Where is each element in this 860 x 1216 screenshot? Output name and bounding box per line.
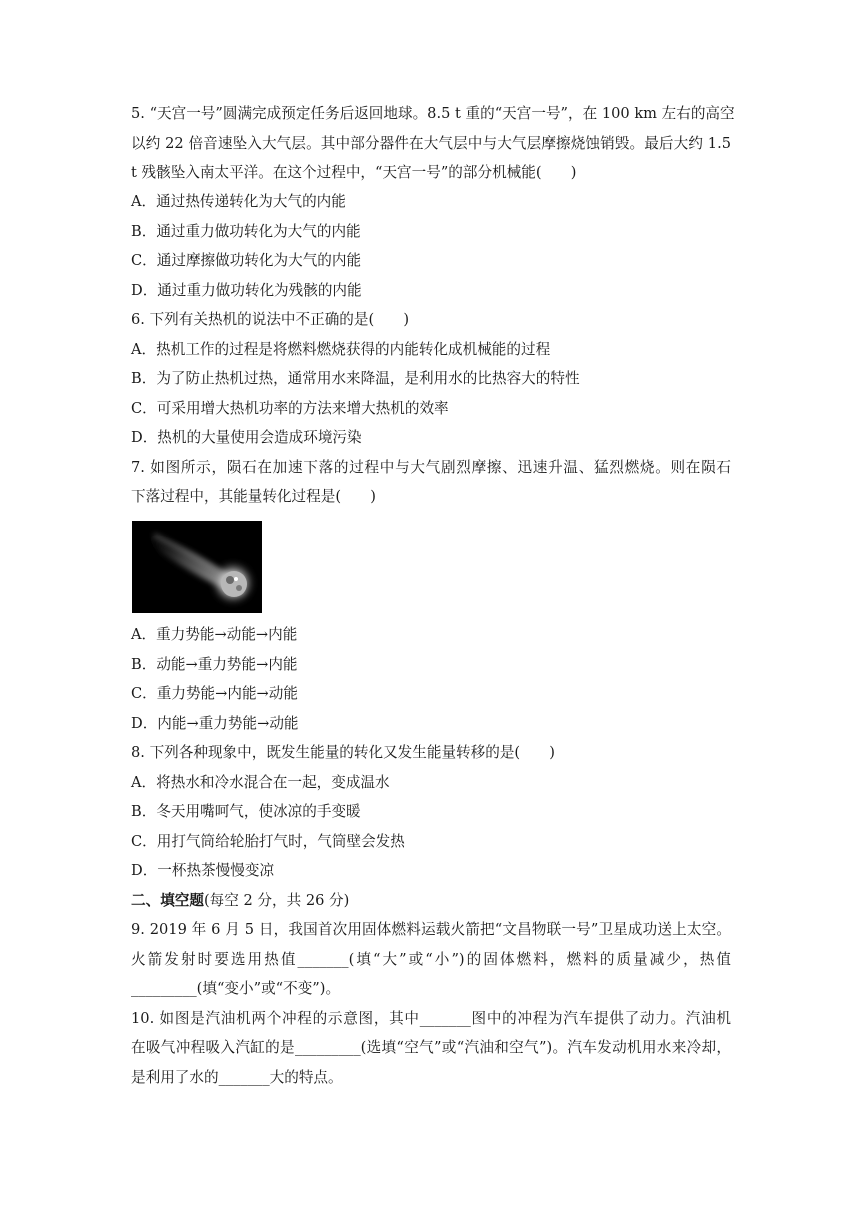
meteor-highlight [234,577,238,581]
meteor-crater [236,585,242,591]
meteor-crater [226,576,234,584]
q7-option-b: B．动能→重力势能→内能 [131,656,298,673]
q7-stem-line-2: 下落过程中，其能量转化过程是( ) [131,488,376,505]
q10-stem-line-3: 是利用了水的_______大的特点。 [131,1069,343,1086]
q7-option-d: D．内能→重力势能→动能 [131,715,299,732]
q6-option-c: C．可采用增大热机功率的方法来增大热机的效率 [131,400,449,417]
q6-option-b: B．为了防止热机过热，通常用水来降温，是利用水的比热容大的特性 [131,370,580,387]
q8-option-d: D．一杯热茶慢慢变凉 [131,862,275,879]
q6-stem: 6. 下列有关热机的说法中不正确的是( ) [131,311,410,328]
q5-option-b: B．通过重力做功转化为大气的内能 [131,223,361,240]
meteor-rock [221,571,247,597]
q7-option-c: C．重力势能→内能→动能 [131,685,298,702]
q9-stem-line-1: 9. 2019 年 6 月 5 日，我国首次用固体燃料运载火箭把“文昌物联一号”卫星成功送上太空。 [131,921,731,938]
section-scoring-note: (每空 2 分，共 26 分) [203,892,350,909]
q5-option-c: C．通过摩擦做功转化为大气的内能 [131,252,362,269]
q8-option-c: C．用打气筒给轮胎打气时，气筒壁会发热 [131,833,405,850]
q10-stem-line-2: 在吸气冲程吸入汽缸的是_________(选填“空气”或“汽油和空气”)。汽车发动机用水来冷却， [131,1039,731,1056]
q8-option-a: A．将热水和冷水混合在一起，变成温水 [131,774,390,791]
section-title: 二、填空题 [131,892,204,909]
q5-stem-line-1: 5. “天宫一号”圆满完成预定任务后返回地球。8.5 t 重的“天宫一号”，在 100 km 左右的高空 [131,105,735,122]
q7-option-a: A．重力势能→动能→内能 [131,626,298,643]
q9-stem-line-2: 火箭发射时要选用热值_______(填“大”或“小”)的固体燃料，燃料的质量减少，热值 [131,951,731,968]
q6-option-a: A．热机工作的过程是将燃料燃烧获得的内能转化成机械能的过程 [131,341,551,358]
meteor-illustration [132,521,262,613]
meteor-photo [132,521,262,613]
q7-stem-line-1: 7. 如图所示，陨石在加速下落的过程中与大气剧烈摩擦、迅速升温、猛烈燃烧。则在陨石 [131,459,731,476]
q9-stem-line-3: _________(填“变小”或“不变”)。 [131,980,341,997]
q5-option-d: D．通过重力做功转化为残骸的内能 [131,282,362,299]
q5-stem-line-3: t 残骸坠入南太平洋。在这个过程中，“天宫一号”的部分机械能( ) [131,164,577,181]
q5-option-a: A．通过热传递转化为大气的内能 [131,193,346,210]
q8-option-b: B．冬天用嘴呵气，使冰凉的手变暖 [131,803,361,820]
q10-stem-line-1: 10. 如图是汽油机两个冲程的示意图，其中_______图中的冲程为汽车提供了动力。汽油机 [131,1010,731,1027]
section-heading [131,891,731,911]
q8-stem: 8. 下列各种现象中，既发生能量的转化又发生能量转移的是( ) [131,744,555,761]
q6-option-d: D．热机的大量使用会造成环境污染 [131,429,362,446]
q5-stem-line-2: 以约 22 倍音速坠入大气层。其中部分器件在大气层中与大气层摩擦烧蚀销毁。最后大约 1.5 [131,135,731,152]
